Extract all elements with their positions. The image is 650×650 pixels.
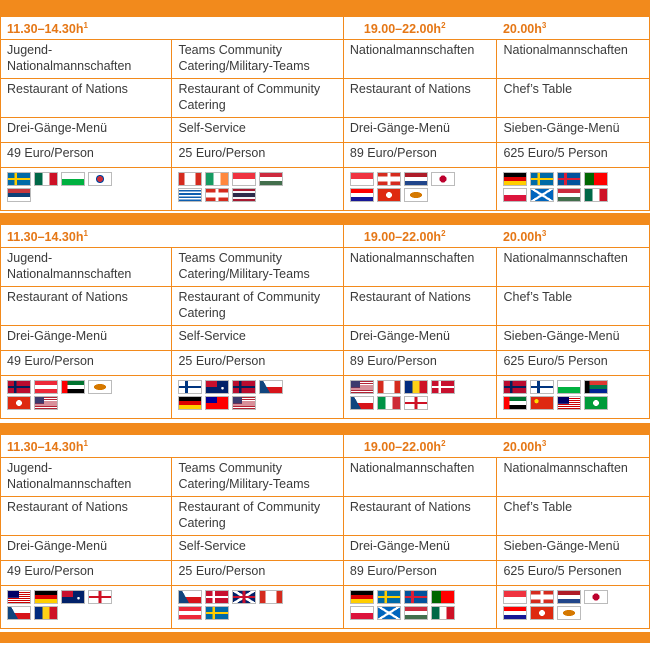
scotland-flag bbox=[377, 606, 401, 620]
team-cell: Teams Community Catering/Military-Teams bbox=[172, 248, 343, 287]
venue-cell: Chef’s Table bbox=[497, 287, 650, 326]
team-cell: Jugend- Nationalmannschaften bbox=[1, 248, 172, 287]
menu-cell: Sieben-Gänge-Menü bbox=[497, 118, 650, 143]
flags-cell bbox=[497, 586, 650, 629]
divider-band-1 bbox=[0, 213, 650, 224]
menu-cell: Sieben-Gänge-Menü bbox=[497, 536, 650, 561]
sweden-flag bbox=[7, 172, 31, 186]
singapore-flag bbox=[503, 590, 527, 604]
cyprus-flag bbox=[88, 380, 112, 394]
czech-flag bbox=[259, 380, 283, 394]
venue-cell: Chef’s Table bbox=[497, 79, 650, 118]
cyprus-flag bbox=[557, 606, 581, 620]
price-cell: 49 Euro/Person bbox=[1, 351, 172, 376]
scotland-flag bbox=[530, 188, 554, 202]
hong-kong-flag bbox=[377, 188, 401, 202]
croatia-flag bbox=[503, 606, 527, 620]
schedule-block-1 bbox=[0, 16, 650, 211]
price-cell: 49 Euro/Person bbox=[1, 143, 172, 168]
wales-flag bbox=[557, 380, 581, 394]
team-cell: Nationalmannschaften bbox=[497, 40, 650, 79]
austria-flag bbox=[34, 380, 58, 394]
czech-flag bbox=[350, 396, 374, 410]
flags-cell bbox=[1, 586, 172, 629]
south-korea-flag bbox=[88, 172, 112, 186]
cyprus-flag bbox=[404, 188, 428, 202]
netherlands-flag bbox=[404, 172, 428, 186]
singapore-flag bbox=[350, 172, 374, 186]
flags-cell bbox=[497, 168, 650, 211]
dinner-time: $19.00-22.00h^2$ bbox=[343, 225, 497, 248]
price-cell: 25 Euro/Person bbox=[172, 143, 343, 168]
venue-cell: Restaurant of Nations bbox=[343, 497, 497, 536]
lunch-time: $11.30-14.30h^1$ bbox=[1, 225, 172, 248]
germany-flag bbox=[34, 590, 58, 604]
hong-kong-flag bbox=[530, 606, 554, 620]
menu-cell: Drei-Gänge-Menü bbox=[343, 536, 497, 561]
uae-flag bbox=[503, 396, 527, 410]
taiwan-flag bbox=[205, 396, 229, 410]
portugal-flag bbox=[431, 590, 455, 604]
menu-cell: Self-Service bbox=[172, 536, 343, 561]
price-cell: 25 Euro/Person bbox=[172, 351, 343, 376]
hong-kong-flag bbox=[7, 396, 31, 410]
venue-cell: Restaurant of Nations bbox=[1, 497, 172, 536]
czech-flag bbox=[7, 606, 31, 620]
menu-cell: Drei-Gänge-Menü bbox=[1, 536, 172, 561]
australia-flag bbox=[61, 590, 85, 604]
sweden-flag bbox=[205, 606, 229, 620]
usa-flag bbox=[34, 396, 58, 410]
czech-flag bbox=[178, 590, 202, 604]
price-cell: 625 Euro/5 Person bbox=[497, 143, 650, 168]
menu-cell: Drei-Gänge-Menü bbox=[343, 326, 497, 351]
croatia-flag bbox=[350, 188, 374, 202]
norway-flag bbox=[7, 380, 31, 394]
mexico-flag bbox=[431, 606, 455, 620]
denmark-flag bbox=[205, 590, 229, 604]
team-cell: Nationalmannschaften bbox=[343, 248, 497, 287]
venue-cell: Restaurant of Community Catering bbox=[172, 497, 343, 536]
ireland-flag bbox=[205, 172, 229, 186]
flags-cell bbox=[172, 376, 343, 419]
malaysia-flag bbox=[557, 396, 581, 410]
finland-flag bbox=[178, 380, 202, 394]
team-cell: Jugend- Nationalmannschaften bbox=[1, 458, 172, 497]
venue-cell: Restaurant of Nations bbox=[343, 287, 497, 326]
japan-flag bbox=[584, 590, 608, 604]
schedule-table bbox=[0, 16, 650, 211]
dinner-time: $19.00-22.00h^2$ bbox=[343, 435, 497, 458]
flags-cell bbox=[1, 376, 172, 419]
uae-flag bbox=[61, 380, 85, 394]
poland-flag bbox=[350, 606, 374, 620]
price-cell: 625 Euro/5 Personen bbox=[497, 561, 650, 586]
thailand-flag bbox=[232, 188, 256, 202]
germany-flag bbox=[503, 172, 527, 186]
time-empty-cell bbox=[172, 225, 343, 248]
flags-cell bbox=[1, 168, 172, 211]
romania-flag bbox=[404, 380, 428, 394]
saint-helena-flag bbox=[584, 396, 608, 410]
team-cell: Nationalmannschaften bbox=[343, 458, 497, 497]
venue-cell: Restaurant of Nations bbox=[343, 79, 497, 118]
australia-flag bbox=[205, 380, 229, 394]
flags-cell bbox=[172, 586, 343, 629]
schedule-block-3 bbox=[0, 434, 650, 629]
team-cell: Nationalmannschaften bbox=[497, 458, 650, 497]
divider-band-2 bbox=[0, 423, 650, 434]
hungary-flag bbox=[259, 172, 283, 186]
flags-cell bbox=[343, 586, 497, 629]
switzerland-flag bbox=[530, 590, 554, 604]
team-cell: Nationalmannschaften bbox=[343, 40, 497, 79]
england-flag bbox=[88, 590, 112, 604]
wales-flag bbox=[61, 172, 85, 186]
norway-flag bbox=[503, 380, 527, 394]
chef-time: $20.00h^3$ bbox=[497, 225, 650, 248]
venue-cell: Restaurant of Community Catering bbox=[172, 287, 343, 326]
flags-cell bbox=[497, 376, 650, 419]
usa-flag bbox=[232, 396, 256, 410]
schedule-table bbox=[0, 224, 650, 419]
hungary-flag bbox=[557, 188, 581, 202]
price-cell: 625 Euro/5 Person bbox=[497, 351, 650, 376]
canada-flag bbox=[377, 380, 401, 394]
romania-flag bbox=[34, 606, 58, 620]
team-cell: Teams Community Catering/Military-Teams bbox=[172, 458, 343, 497]
serbia-flag bbox=[7, 188, 31, 202]
top-orange-band bbox=[0, 0, 650, 16]
iceland-flag bbox=[404, 590, 428, 604]
iceland-flag bbox=[557, 172, 581, 186]
bottom-orange-band bbox=[0, 632, 650, 643]
italy-flag bbox=[377, 396, 401, 410]
switzerland-flag bbox=[377, 172, 401, 186]
time-empty-cell bbox=[172, 17, 343, 40]
schedule-block-2 bbox=[0, 224, 650, 419]
team-cell: Teams Community Catering/Military-Teams bbox=[172, 40, 343, 79]
venue-cell: Chef’s Table bbox=[497, 497, 650, 536]
mexico-flag bbox=[584, 188, 608, 202]
greece-flag bbox=[178, 188, 202, 202]
team-cell: Nationalmannschaften bbox=[497, 248, 650, 287]
menu-cell: Drei-Gänge-Menü bbox=[343, 118, 497, 143]
flags-cell bbox=[172, 168, 343, 211]
time-empty-cell bbox=[172, 435, 343, 458]
china-flag bbox=[530, 396, 554, 410]
price-cell: 25 Euro/Person bbox=[172, 561, 343, 586]
england-flag bbox=[404, 396, 428, 410]
poland-flag bbox=[503, 188, 527, 202]
mexico-flag bbox=[34, 172, 58, 186]
netherlands-flag bbox=[557, 590, 581, 604]
venue-cell: Restaurant of Community Catering bbox=[172, 79, 343, 118]
flags-cell bbox=[343, 376, 497, 419]
switzerland-flag bbox=[205, 188, 229, 202]
venue-cell: Restaurant of Nations bbox=[1, 79, 172, 118]
chef-time: $20.00h^3$ bbox=[497, 435, 650, 458]
price-cell: 89 Euro/Person bbox=[343, 561, 497, 586]
schedule-table bbox=[0, 434, 650, 629]
venue-cell: Restaurant of Nations bbox=[1, 287, 172, 326]
denmark-flag bbox=[431, 380, 455, 394]
japan-flag bbox=[431, 172, 455, 186]
lunch-time: $11.30-14.30h^1$ bbox=[1, 17, 172, 40]
uk-flag bbox=[232, 590, 256, 604]
menu-cell: Sieben-Gänge-Menü bbox=[497, 326, 650, 351]
sweden-flag bbox=[530, 172, 554, 186]
hungary-flag bbox=[404, 606, 428, 620]
price-cell: 89 Euro/Person bbox=[343, 351, 497, 376]
menu-cell: Drei-Gänge-Menü bbox=[1, 118, 172, 143]
lunch-time: $11.30-14.30h^1$ bbox=[1, 435, 172, 458]
menu-cell: Self-Service bbox=[172, 118, 343, 143]
germany-flag bbox=[350, 590, 374, 604]
menu-cell: Self-Service bbox=[172, 326, 343, 351]
menu-cell: Drei-Gänge-Menü bbox=[1, 326, 172, 351]
finland-flag bbox=[530, 380, 554, 394]
price-cell: 89 Euro/Person bbox=[343, 143, 497, 168]
dinner-time: $19.00-22.00h^2$ bbox=[343, 17, 497, 40]
canada-flag bbox=[259, 590, 283, 604]
usa-flag bbox=[350, 380, 374, 394]
sweden-flag bbox=[377, 590, 401, 604]
portugal-flag bbox=[584, 172, 608, 186]
south-africa-flag bbox=[584, 380, 608, 394]
chef-time: $20.00h^3$ bbox=[497, 17, 650, 40]
germany-flag bbox=[178, 396, 202, 410]
norway-flag bbox=[232, 380, 256, 394]
singapore-flag bbox=[232, 172, 256, 186]
flags-cell bbox=[343, 168, 497, 211]
austria-flag bbox=[178, 606, 202, 620]
malaysia-flag bbox=[7, 590, 31, 604]
canada-flag bbox=[178, 172, 202, 186]
price-cell: 49 Euro/Person bbox=[1, 561, 172, 586]
team-cell: Jugend- Nationalmannschaften bbox=[1, 40, 172, 79]
